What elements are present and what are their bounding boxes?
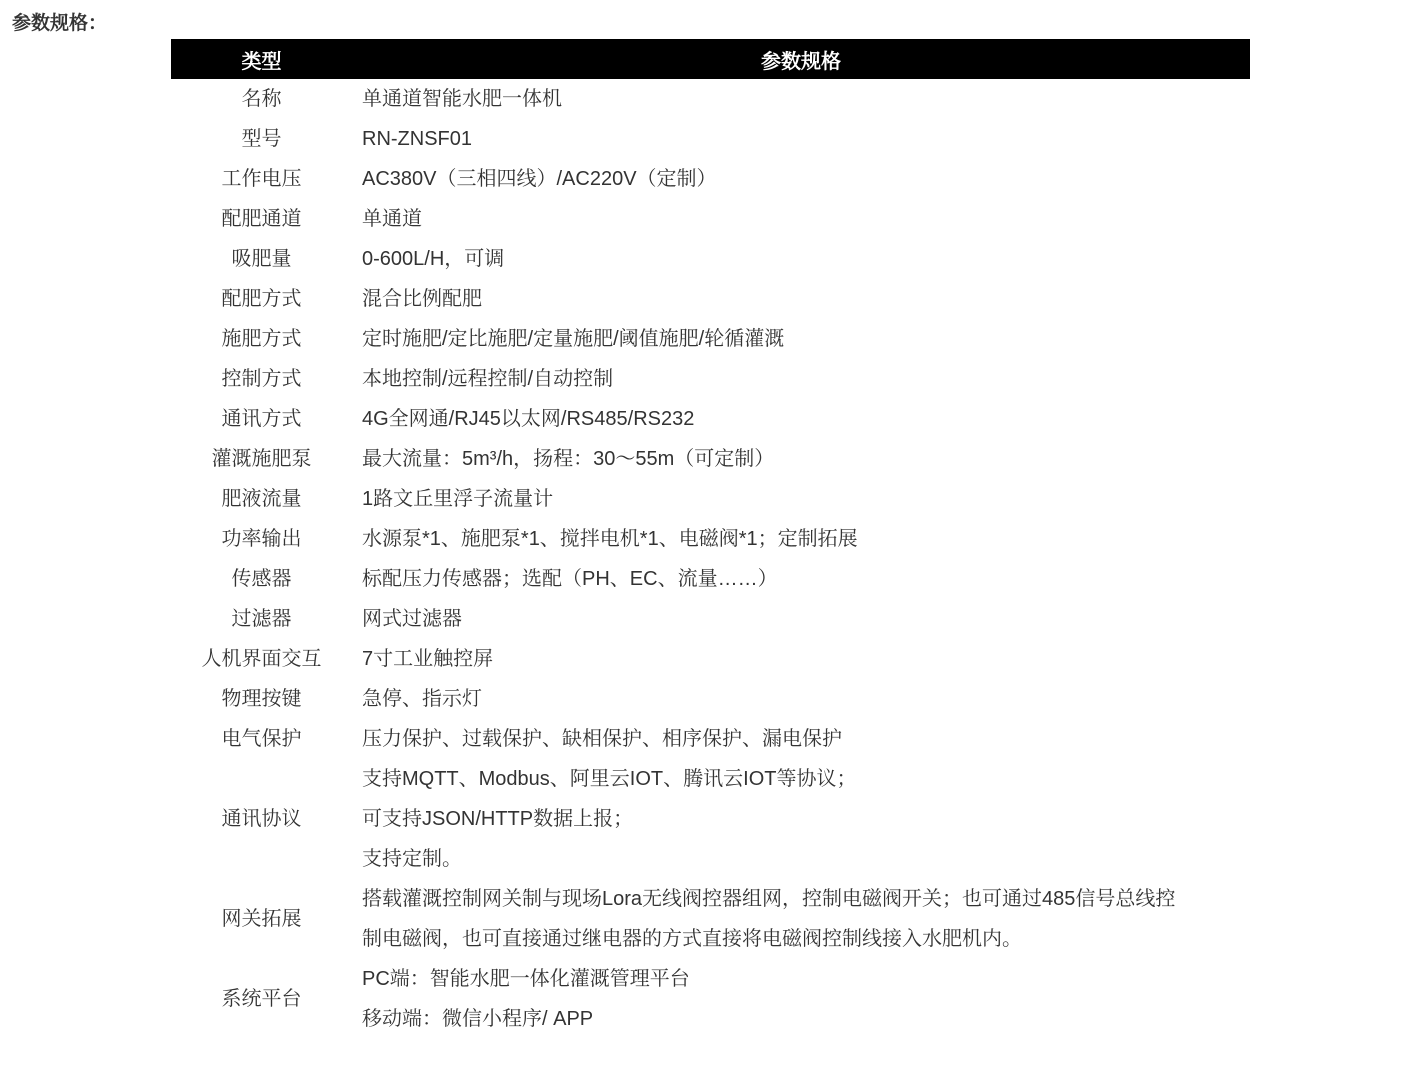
row-type [171,639,352,679]
row-value-line: 单通道 [362,208,422,230]
row-value-line: 水源泵*1、施肥泵*1、搅拌电机*1、电磁阀*1；定制拓展 [362,528,858,550]
row-value [352,559,1250,599]
table-row [171,879,1250,959]
table-header [171,39,1250,79]
table-row [171,199,1250,239]
row-value [352,759,1250,879]
row-type [171,279,352,319]
row-type [171,359,352,399]
row-type-label: 物理按键 [221,688,302,710]
table-body [171,79,1250,1039]
row-type [171,519,352,559]
row-type-label: 配肥通道 [221,208,302,230]
table-row [171,159,1250,199]
row-type [171,79,352,119]
row-type-label: 过滤器 [231,608,292,630]
row-value [352,279,1250,319]
row-value [352,79,1250,119]
row-type [171,479,352,519]
row-type [171,119,352,159]
row-value-line: 移动端：微信小程序/ APP [362,1008,594,1030]
row-type [171,319,352,359]
row-type [171,879,352,959]
row-value-line: 本地控制/远程控制/自动控制 [362,368,614,390]
row-value-line: 混合比例配肥 [362,288,482,310]
table-row [171,759,1250,879]
row-value-line: 支持定制。 [362,848,462,870]
row-type-label: 名称 [241,88,282,110]
spec-table [171,39,1250,1039]
table-row [171,679,1250,719]
row-value-line: 最大流量：5m³/h，扬程：30～55m（可定制） [362,448,775,470]
row-type-label: 通讯方式 [221,408,302,430]
table-row [171,959,1250,1039]
row-value [352,519,1250,559]
row-value-line: 标配压力传感器；选配（PH、EC、流量……） [362,568,778,590]
row-value-line: 网式过滤器 [362,608,462,630]
row-value-line: 4G全网通/RJ45以太网/RS485/RS232 [362,408,695,430]
table-row [171,319,1250,359]
row-value-line: RN-ZNSF01 [362,128,473,150]
row-type [171,199,352,239]
header-spec: 参数规格 [352,39,1250,79]
row-type-label: 电气保护 [221,728,302,750]
row-value-line: 支持MQTT、Modbus、阿里云IOT、腾讯云IOT等协议； [362,768,857,790]
table-row [171,359,1250,399]
table-row [171,599,1250,639]
row-value [352,199,1250,239]
row-value-line: 1路文丘里浮子流量计 [362,488,554,510]
table-row [171,119,1250,159]
row-type-label: 通讯协议 [221,808,302,830]
row-type-label: 工作电压 [221,168,302,190]
section-title: 参数规格： [12,13,108,34]
row-type [171,559,352,599]
row-type-label: 系统平台 [221,988,302,1010]
row-type [171,159,352,199]
row-value-line: 压力保护、过载保护、缺相保护、相序保护、漏电保护 [362,728,842,750]
row-value [352,959,1250,1039]
row-value-line: 0-600L/H，可调 [362,248,505,270]
row-value-line: 7寸工业触控屏 [362,648,494,670]
row-type-label: 灌溉施肥泵 [211,448,312,470]
row-value-line: 定时施肥/定比施肥/定量施肥/阈值施肥/轮循灌溉 [362,328,785,350]
table-row [171,279,1250,319]
row-value [352,159,1250,199]
row-value [352,399,1250,439]
row-type [171,439,352,479]
row-value [352,719,1250,759]
row-value [352,599,1250,639]
row-value [352,679,1250,719]
table-row [171,239,1250,279]
row-value [352,119,1250,159]
row-type-label: 网关拓展 [221,908,302,930]
row-type-label: 肥液流量 [221,488,302,510]
row-value [352,879,1250,959]
row-type-label: 控制方式 [221,368,302,390]
row-type-label: 吸肥量 [231,248,292,270]
row-type [171,959,352,1039]
table-row [171,559,1250,599]
row-value-line: 搭载灌溉控制网关制与现场Lora无线阀控器组网，控制电磁阀开关；也可通过485信号总线控 [362,888,1176,910]
header-row [171,39,1250,79]
row-type-label: 功率输出 [221,528,302,550]
row-value-line: 单通道智能水肥一体机 [362,88,562,110]
row-type-label: 施肥方式 [221,328,302,350]
row-type-label: 型号 [241,128,282,150]
row-type [171,239,352,279]
row-type [171,719,352,759]
row-type-label: 传感器 [231,568,292,590]
row-value [352,439,1250,479]
header-type: 类型 [171,39,352,79]
row-value [352,319,1250,359]
row-value [352,479,1250,519]
table-row [171,439,1250,479]
table-row [171,639,1250,679]
table-row [171,399,1250,439]
table-row [171,479,1250,519]
row-type [171,759,352,879]
row-type [171,399,352,439]
row-type-label: 人机界面交互 [201,648,322,670]
table-row [171,79,1250,119]
row-value [352,359,1250,399]
row-value [352,239,1250,279]
table-row [171,719,1250,759]
row-value-line: 急停、指示灯 [362,688,482,710]
row-value-line: AC380V（三相四线）/AC220V（定制） [362,168,717,190]
row-type [171,599,352,639]
row-value-line: 可支持JSON/HTTP数据上报； [362,808,634,830]
row-type [171,679,352,719]
row-value-line: 制电磁阀，也可直接通过继电器的方式直接将电磁阀控制线接入水肥机内。 [362,928,1022,950]
row-value-line: PC端：智能水肥一体化灌溉管理平台 [362,968,690,990]
row-type-label: 配肥方式 [221,288,302,310]
table-row [171,519,1250,559]
row-value [352,639,1250,679]
